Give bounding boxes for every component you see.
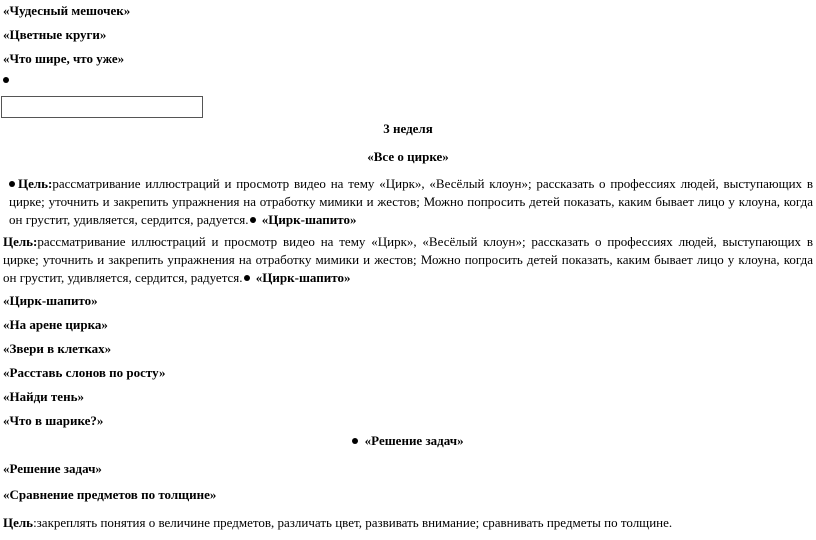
section-heading-text: «Решение задач» bbox=[364, 433, 464, 448]
week-number: 3 неделя bbox=[383, 121, 433, 136]
empty-bullet-item bbox=[3, 72, 12, 87]
goal2-paragraph bbox=[3, 515, 672, 530]
bullet-icon bbox=[352, 438, 358, 444]
game-title-magic-bag: «Чудесный мешочек» bbox=[3, 3, 131, 18]
bullet-icon bbox=[3, 77, 9, 83]
goal-text: рассматривание иллюстраций и просмотр видео на тему «Цирк», «Весёлый клоун»; рассказать о профессиях людей, выступающих в цирке; уточнить и закрепить упражнения на отработку мимики и жестов; Можно попросить детей показать, каким бывает лицо у клоуна, когда он грустит, удивляется, сердится, радуется. bbox=[9, 176, 813, 227]
week-theme: «Все о цирке» bbox=[367, 149, 449, 164]
goal-paragraph bbox=[3, 233, 813, 287]
game-title-balloon: «Что в шарике?» bbox=[3, 413, 104, 428]
goal2-label: Цель bbox=[3, 515, 34, 530]
game-title-thickness-compare: «Сравнение предметов по толщине» bbox=[3, 487, 217, 502]
game-title-circus-tent: «Цирк-шапито» bbox=[3, 293, 98, 308]
game-title-circus-arena: «На арене цирка» bbox=[3, 317, 108, 332]
goal-paragraph-bulleted bbox=[3, 175, 813, 229]
section-heading-problems bbox=[0, 433, 816, 448]
game-title-animals-cages: «Звери в клетках» bbox=[3, 341, 112, 356]
bullet-icon bbox=[250, 217, 256, 223]
game-title-elephants-height: «Расставь слонов по росту» bbox=[3, 365, 166, 380]
game-title-problem-solving: «Решение задач» bbox=[3, 461, 102, 476]
game-title-wider-narrower: «Что шире, что уже» bbox=[3, 51, 125, 66]
bullet-icon bbox=[244, 275, 250, 281]
bullet-icon bbox=[9, 181, 15, 187]
empty-text-box bbox=[1, 96, 203, 118]
goal2-text: :закреплять понятия о величине предметов, различать цвет, развивать внимание; сравнивать предметы по толщине. bbox=[33, 515, 673, 530]
goal-text: рассматривание иллюстраций и просмотр видео на тему «Цирк», «Весёлый клоун»; рассказать о профессиях людей, выступающих в цирке; уточнить и закрепить упражнения на отработку мимики и жестов; Можно попросить детей показать, каким бывает лицо у клоуна, когда он грустит, удивляется, сердится, радуется. bbox=[3, 234, 813, 285]
goal-trailing-game: «Цирк-шапито» bbox=[261, 212, 357, 227]
goal-label: Цель: bbox=[18, 176, 53, 191]
goal-trailing-game: «Цирк-шапито» bbox=[255, 270, 351, 285]
goal-label: Цель: bbox=[3, 234, 38, 249]
game-title-find-shadow: «Найди тень» bbox=[3, 389, 84, 404]
game-title-color-circles: «Цветные круги» bbox=[3, 27, 107, 42]
